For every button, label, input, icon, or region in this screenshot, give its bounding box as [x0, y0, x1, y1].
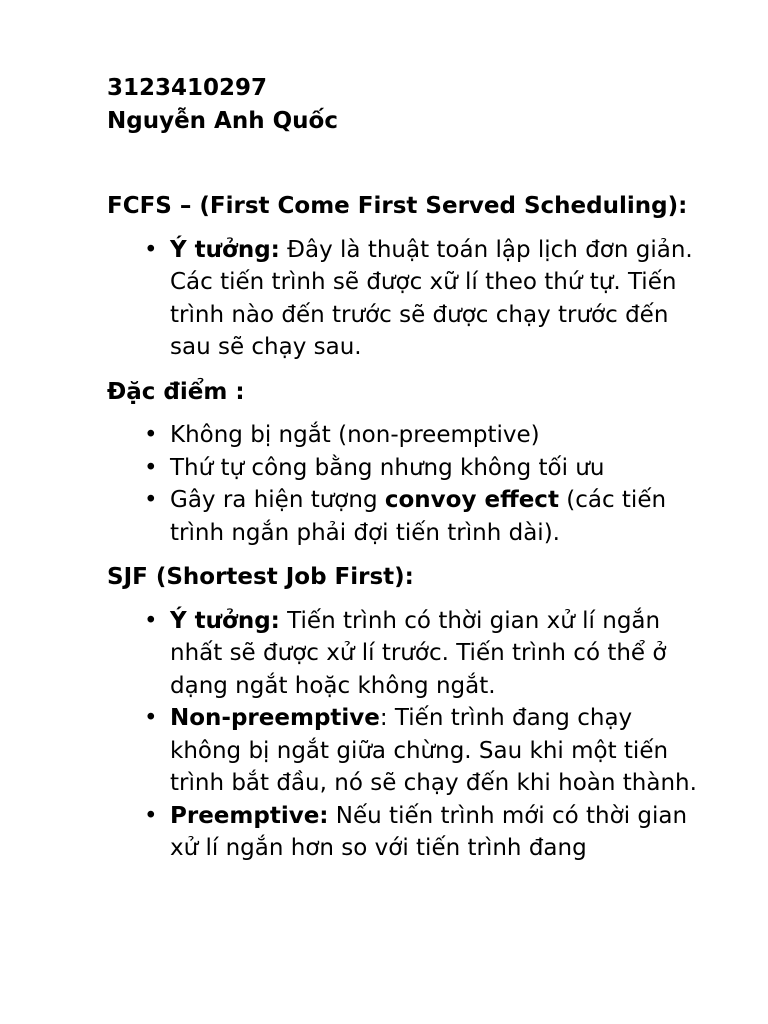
bullet-icon: • — [144, 454, 158, 481]
list-item — [107, 234, 700, 364]
item-label: Preemptive: — [170, 802, 329, 829]
student-name: Nguyễn Anh Quốc — [107, 107, 338, 134]
bullet-icon: • — [144, 705, 158, 731]
idea-text: Đây là thuật toán lập lịch đơn giản. Các tiến trình sẽ được xữ lí theo thứ tự. Tiến trình nào đến trước sẽ được chạy trước đến sau sẽ chạy sau. — [170, 236, 693, 360]
student-id: 3123410297 — [107, 75, 268, 101]
bullet-icon: • — [144, 802, 158, 829]
list-item — [107, 419, 700, 452]
list-item — [107, 702, 700, 800]
bullet-icon: • — [144, 607, 158, 634]
document-page — [107, 72, 707, 865]
fcfs-idea-list — [107, 234, 707, 364]
bullet-icon: • — [144, 422, 158, 448]
fcfs-features-list — [107, 419, 707, 549]
sjf-list — [107, 605, 707, 865]
item-label: Non-preemptive — [170, 705, 380, 731]
fcfs-title: FCFS – (First Come First Served Scheduling): — [107, 193, 688, 219]
list-item — [107, 605, 700, 703]
list-item — [107, 800, 700, 865]
idea-label: Ý tưởng: — [170, 236, 280, 263]
feature-text: Gây ra hiện tượng — [170, 487, 385, 513]
features-title: Đặc điểm : — [107, 378, 245, 405]
spacer — [107, 137, 707, 190]
bullet-icon: • — [144, 236, 158, 263]
feature-bold-term: convoy effect — [384, 487, 559, 513]
item-label: Ý tưởng: — [170, 607, 280, 634]
feature-text: Không bị ngắt (non-preemptive) — [170, 422, 540, 448]
feature-text-after: (các tiến trình ngắn phải đợi tiến trình dài). — [170, 487, 667, 546]
feature-text: Thứ tự công bằng nhưng không tối ưu — [170, 454, 605, 481]
sjf-title: SJF (Shortest Job First): — [107, 564, 414, 590]
list-item — [107, 452, 700, 485]
item-text: Tiến trình có thời gian xử lí ngắn nhất sẽ được xử lí trước. Tiến trình có thể ở dạng ngắt hoặc không ngắt. — [170, 607, 667, 699]
item-text: Nếu tiến trình mới có thời gian xử lí ngắn hơn so với tiến trình đang — [170, 802, 688, 861]
list-item — [107, 484, 700, 549]
item-text: : Tiến trình đang chạy không bị ngắt giữa chừng. Sau khi một tiến trình bắt đầu, nó sẽ chạy đến khi hoàn thành. — [170, 705, 697, 796]
bullet-icon: • — [144, 487, 158, 513]
